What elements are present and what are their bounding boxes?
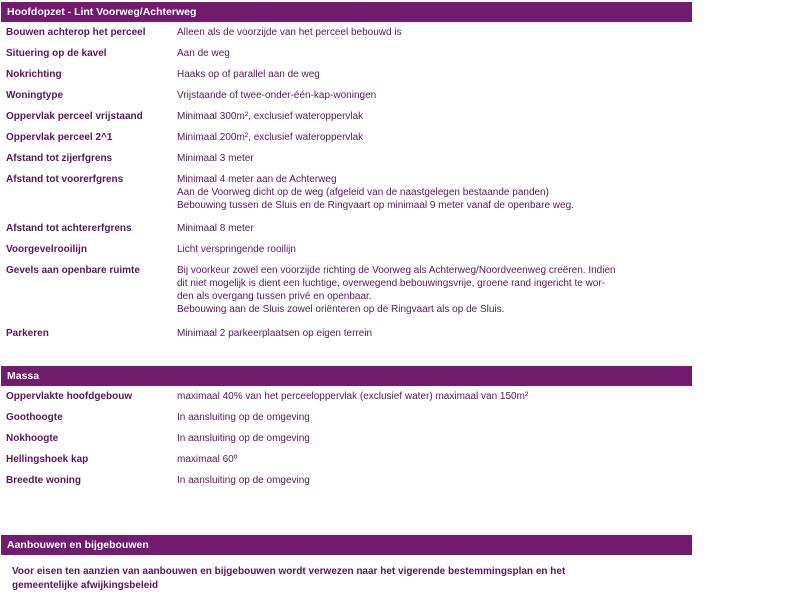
table-row xyxy=(1,22,692,43)
section-aanbouwen xyxy=(1,535,692,555)
table-row xyxy=(1,449,692,470)
row-label: Oppervlak perceel 2^1 xyxy=(6,132,113,143)
section-header-hoofdopzet: Hoofdopzet - Lint Voorweg/Achterweg xyxy=(1,2,692,22)
row-label: Afstand tot achtererfgrens xyxy=(6,223,132,234)
table-row xyxy=(1,428,692,449)
table-row xyxy=(1,85,692,106)
row-value: Haaks op of parallel aan de weg xyxy=(177,69,320,80)
table-row xyxy=(1,239,692,260)
row-label: Woningtype xyxy=(6,90,64,101)
row-label: Nokhoogte xyxy=(6,433,59,444)
row-value: maximaal 60º xyxy=(177,454,238,465)
section-hoofdopzet xyxy=(1,2,692,344)
row-value: In aansluiting op de omgeving xyxy=(177,475,310,486)
row-value: Minimaal 300m², exclusief wateroppervlak xyxy=(177,111,364,122)
section-massa xyxy=(1,366,692,491)
row-label: Breedte woning xyxy=(6,475,82,486)
row-label: Parkeren xyxy=(6,328,49,339)
table-row xyxy=(1,127,692,148)
table-row xyxy=(1,64,692,85)
row-value: Minimaal 4 meter aan de Achterweg Aan de Voorweg dicht op de weg (afgeleid van de naastgelegen bestaande panden) Bebouwing tussen de Sluis en de Ringvaart op minimaal 9 meter vanaf de openbare weg. xyxy=(177,174,574,211)
row-value: Licht verspringende rooilijn xyxy=(177,244,296,255)
row-value: maximaal 40% van het perceeloppervlak (exclusief water) maximaal van 150m² xyxy=(177,391,529,402)
table-row xyxy=(1,218,692,239)
row-value: In aansluiting op de omgeving xyxy=(177,433,310,444)
table-row xyxy=(1,260,692,323)
table-row xyxy=(1,169,692,218)
row-label: Voorgevelrooilijn xyxy=(6,244,87,255)
table-row xyxy=(1,470,692,491)
row-value: In aansluiting op de omgeving xyxy=(177,412,310,423)
row-value: Minimaal 3 meter xyxy=(177,153,254,164)
row-value: Minimaal 8 meter xyxy=(177,223,254,234)
row-label: Situering op de kavel xyxy=(6,48,107,59)
row-value: Vrijstaande of twee-onder-één-kap-woningen xyxy=(177,90,377,101)
aanbouwen-note: Voor eisen ten aanzien van aanbouwen en bijgebouwen wordt verwezen naar het vigerende bestemmingsplan en het gemeentelijke afwijkingsbeleid xyxy=(12,566,566,591)
table-row xyxy=(1,43,692,64)
row-value: Aan de weg xyxy=(177,48,230,59)
row-label: Gevels aan openbare ruimte xyxy=(6,265,140,276)
row-value: Minimaal 200m², exclusief wateroppervlak xyxy=(177,132,364,143)
row-label: Goothoogte xyxy=(6,412,63,423)
table-row xyxy=(1,106,692,127)
row-label: Nokrichting xyxy=(6,69,62,80)
section-header-aanbouwen: Aanbouwen en bijgebouwen xyxy=(1,535,692,555)
row-label: Afstand tot voorerfgrens xyxy=(6,174,124,185)
row-value: Bij voorkeur zowel een voorzijde richting de Voorweg als Achterweg/Noordveenweg creëren. Indien dit niet mogelijk is dient een luchtige, overwegend bebouwingsvrije, groene rand ingericht te wor- den als overgang tussen privé en openbaar. Bebouwing aan de Sluis zowel oriënteren op de Ringvaart als op de Sluis. xyxy=(177,265,616,315)
row-label: Oppervlakte hoofdgebouw xyxy=(6,391,133,402)
row-label: Bouwen achterop het perceel xyxy=(6,27,146,38)
row-label: Afstand tot zijerfgrens xyxy=(6,153,113,164)
section-header-massa: Massa xyxy=(1,366,692,386)
table-row xyxy=(1,407,692,428)
row-label: Oppervlak perceel vrijstaand xyxy=(6,111,143,122)
table-row xyxy=(1,323,692,344)
table-row xyxy=(1,386,692,407)
table-row xyxy=(1,148,692,169)
row-value: Minimaal 2 parkeerplaatsen op eigen terrein xyxy=(177,328,373,339)
row-label: Hellingshoek kap xyxy=(6,454,89,465)
row-value: Alleen als de voorzijde van het perceel bebouwd is xyxy=(177,27,402,38)
